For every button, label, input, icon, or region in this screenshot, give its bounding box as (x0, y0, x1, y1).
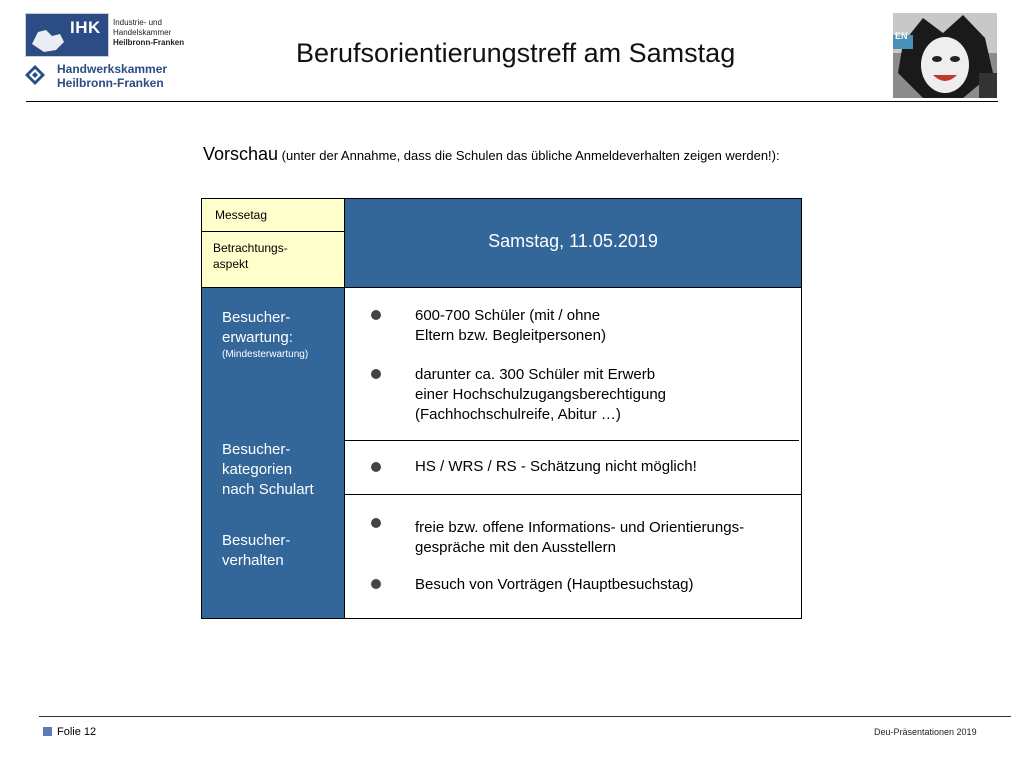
ihk-org-name: Industrie- und Handelskammer Heilbronn-Franken (113, 18, 185, 47)
hwk-logo (25, 62, 225, 92)
preview-intro (203, 144, 780, 165)
bullet-icon (371, 518, 381, 528)
visitor-expectation-label: Besucher- erwartung: (Mindesterwartung) (222, 309, 309, 360)
footer-label: Deu-Präsentationen 2019 (874, 727, 977, 737)
aspekt-label: Betrachtungs- aspekt (213, 241, 288, 271)
messetag-label: Messetag (215, 208, 268, 222)
bullet-icon (371, 369, 381, 379)
ihk-letters: IHK (70, 18, 101, 37)
photo-badge-text: EN (895, 31, 908, 41)
bullet-item: Besuch von Vorträgen (Hauptbesuchstag) (415, 576, 694, 593)
hwk-logo-icon (25, 65, 45, 85)
ihk-logo-mark (25, 13, 109, 57)
row-divider (345, 494, 801, 495)
bullet-item: freie bzw. offene Informations- und Orientierungs- gespräche mit den Ausstellern (415, 519, 745, 556)
event-date: Samstag, 11.05.2019 (488, 231, 658, 251)
visitor-categories-label: Besucher- kategorien nach Schulart (222, 441, 314, 498)
bullet-item: HS / WRS / RS - Schätzung nicht möglich! (415, 458, 697, 475)
header-photo (893, 13, 997, 98)
bullet-icon (371, 579, 381, 589)
slide-number: Folie 12 (57, 726, 97, 738)
bullet-item: darunter ca. 300 Schüler mit Erwerb einer Hochschulzugangsberechtigung (Fachhochschulreife, Abitur …) (415, 366, 667, 423)
slide-title: Berufsorientierungstreff am Samstag (296, 38, 736, 68)
bullet-item: 600-700 Schüler (mit / ohne Eltern bzw. Begleitpersonen) (415, 307, 606, 344)
preview-note: (unter der Annahme, dass die Schulen das übliche Anmeldeverhalten zeigen werden!): (278, 148, 780, 163)
preview-heading: Vorschau (203, 144, 279, 164)
footer-square-icon (43, 727, 52, 736)
ihk-logo (25, 13, 215, 57)
face-illustration-icon (893, 13, 997, 98)
hwk-org-name: Handwerkskammer Heilbronn-Franken (57, 62, 168, 90)
footer-divider (39, 716, 1011, 717)
bullet-icon (371, 310, 381, 320)
bullet-icon (371, 462, 381, 472)
header-divider (26, 101, 998, 102)
visitor-behaviour-label: Besucher- verhalten (222, 532, 291, 569)
expectation-note: (Mindesterwartung) (222, 349, 309, 360)
row-divider (345, 440, 799, 441)
